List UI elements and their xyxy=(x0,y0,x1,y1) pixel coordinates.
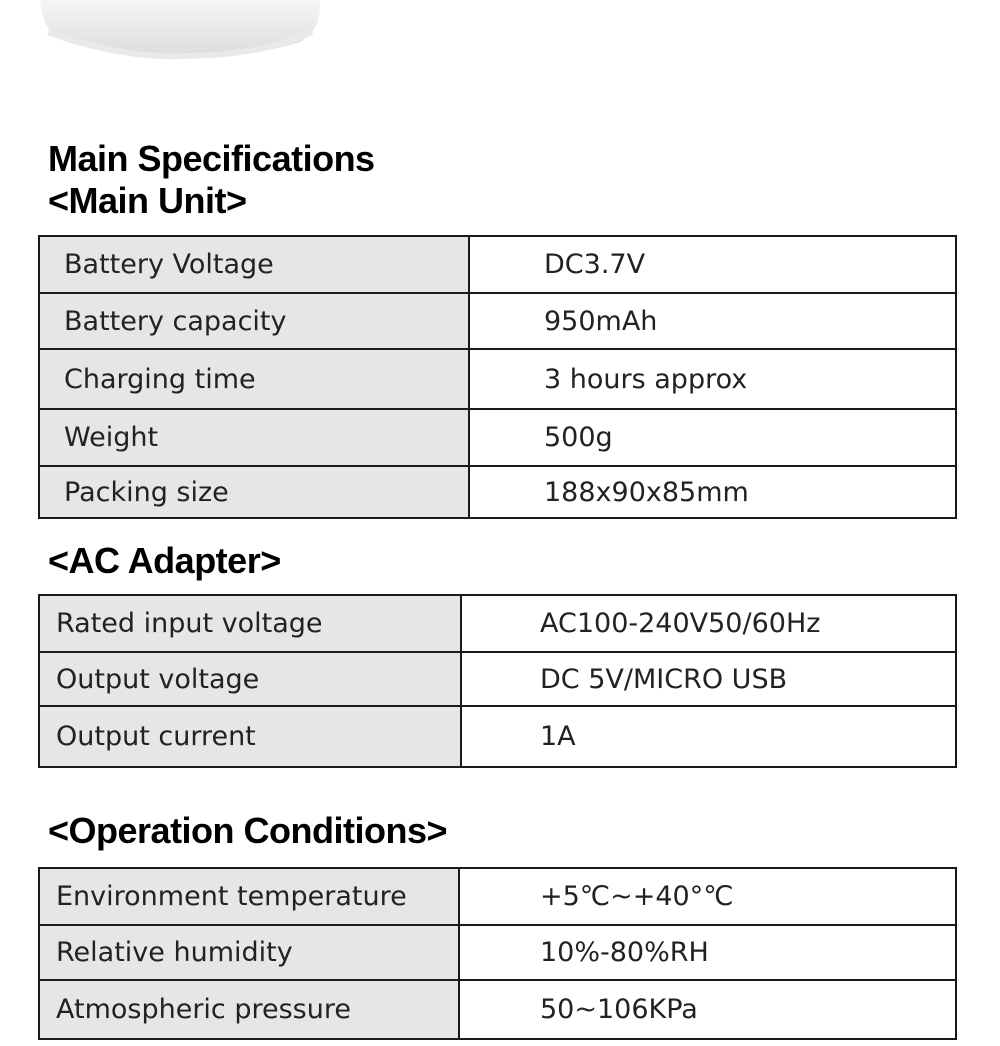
table-row xyxy=(39,868,956,925)
spec-value: DC 5V/MICRO USB xyxy=(461,652,956,706)
spec-label: Output voltage xyxy=(39,652,461,706)
main-unit-spec-table xyxy=(38,235,957,519)
spec-value: 1A xyxy=(461,706,956,767)
spec-value: DC3.7V xyxy=(469,236,956,293)
table-row xyxy=(39,466,956,518)
spec-value: +5℃~+40°℃ xyxy=(459,868,956,925)
spec-value: 950mAh xyxy=(469,293,956,349)
spec-value: 3 hours approx xyxy=(469,349,956,409)
table-row xyxy=(39,236,956,293)
table-row xyxy=(39,925,956,980)
operation-conditions-heading: <Operation Conditions> xyxy=(48,810,448,851)
table-row xyxy=(39,409,956,466)
spec-value: 188x90x85mm xyxy=(469,466,956,518)
page-title: Main Specifications xyxy=(48,138,375,179)
product-image xyxy=(0,0,360,80)
spec-value: AC100-240V50/60Hz xyxy=(461,595,956,652)
table-row xyxy=(39,595,956,652)
table-row xyxy=(39,706,956,767)
spec-value: 50~106KPa xyxy=(459,980,956,1039)
section-title-main xyxy=(48,138,375,222)
spec-label: Weight xyxy=(39,409,469,466)
spec-value: 500g xyxy=(469,409,956,466)
spec-label: Battery capacity xyxy=(39,293,469,349)
table-row xyxy=(39,652,956,706)
spec-label: Rated input voltage xyxy=(39,595,461,652)
spec-label: Battery Voltage xyxy=(39,236,469,293)
operation-conditions-spec-table xyxy=(38,867,957,1040)
spec-value: 10%-80%RH xyxy=(459,925,956,980)
spec-label: Environment temperature xyxy=(39,868,459,925)
spec-label: Output current xyxy=(39,706,461,767)
table-row xyxy=(39,980,956,1039)
table-row xyxy=(39,349,956,409)
spec-label: Packing size xyxy=(39,466,469,518)
ac-adapter-heading: <AC Adapter> xyxy=(48,540,281,581)
ac-adapter-spec-table xyxy=(38,594,957,768)
spec-label: Charging time xyxy=(39,349,469,409)
main-unit-heading: <Main Unit> xyxy=(48,180,247,221)
spec-label: Relative humidity xyxy=(39,925,459,980)
table-row xyxy=(39,293,956,349)
spec-label: Atmospheric pressure xyxy=(39,980,459,1039)
